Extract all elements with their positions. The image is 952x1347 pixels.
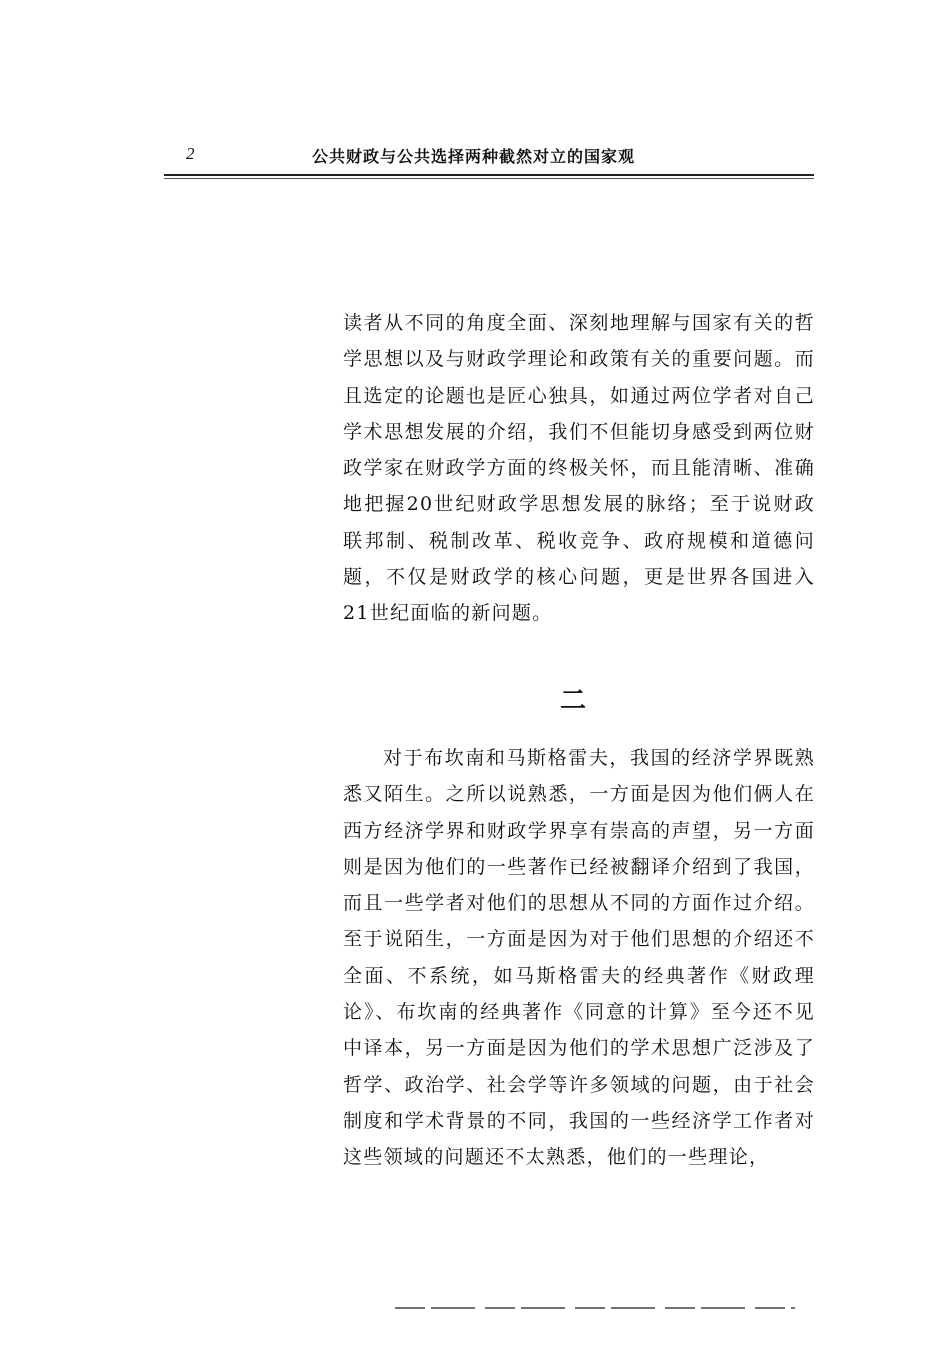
section-number: 二 [560, 686, 587, 716]
running-title: 公共财政与公共选择两种截然对立的国家观 [312, 147, 636, 166]
scan-artifact-line [395, 1307, 795, 1309]
page-number: 2 [186, 144, 195, 163]
header-rule-secondary [164, 178, 814, 179]
body-paragraph-1: 读者从不同的角度全面、深刻地理解与国家有关的哲学思想以及与财政学理论和政策有关的重要问题。而且选定的论题也是匠心独具，如通过两位学者对自己学术思想发展的介绍，我们不但能切身感受到两位财政学家在财政学方面的终极关怀，而且能清晰、准确地把握20世纪财政学思想发展的脉络；至于说财政联邦制、税制改革、税收竞争、政府规模和道德问题，不仅是财政学的核心问题，更是世界各国进入21世纪面临的新问题。 [343, 312, 815, 625]
body-paragraph-2: 对于布坎南和马斯格雷夫，我国的经济学界既熟悉又陌生。之所以说熟悉，一方面是因为他们俩人在西方经济学界和财政学界享有崇高的声望，另一方面则是因为他们的一些著作已经被翻译介绍到了我国，而且一些学者对他们的思想从不同的方面作过介绍。至于说陌生，一方面是因为对于他们思想的介绍还不全面、不系统，如马斯格雷夫的经典著作《财政理论》、布坎南的经典著作《同意的计算》至今还不见中译本，另一方面是因为他们的学术思想广泛涉及了哲学、政治学、社会学等许多领域的问题，由于社会制度和学术背景的不同，我国的一些经济学工作者对这些领域的问题还不太熟悉，他们的一些理论， [343, 747, 815, 1169]
header-rule [164, 174, 814, 176]
